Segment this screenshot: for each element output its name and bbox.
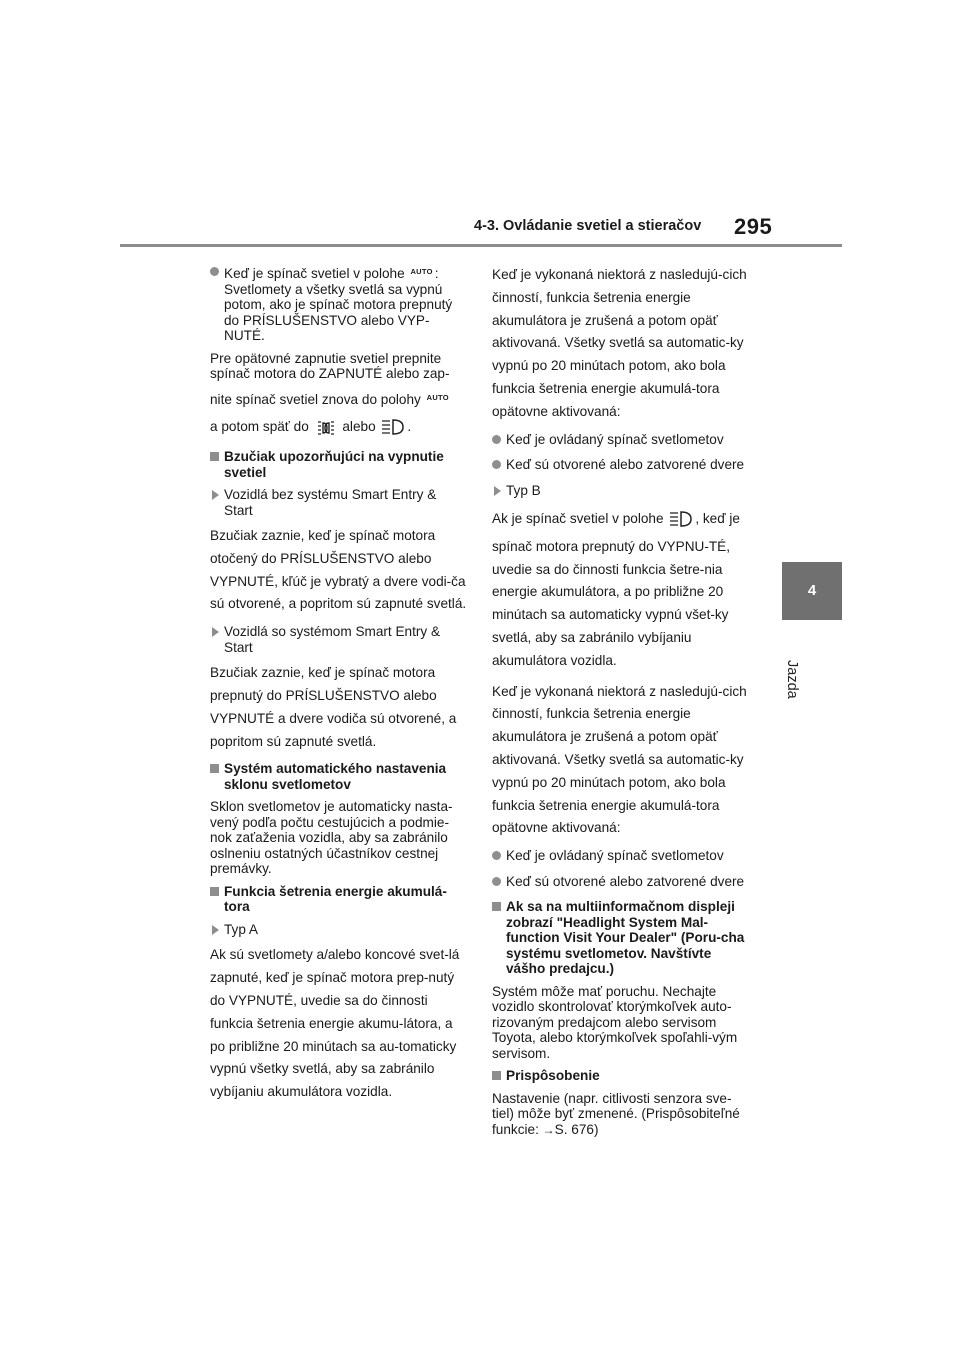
- paragraph: Keď je vykonaná niektorá z nasledujú-cich činností, funkcia šetrenia energie akumulátora je zrušená a potom opäť aktivovaná. Všetky svetlá sa automatic-ky vypnú po 20 minútach potom, ako bola funkcia šetrenia energie akumulá-tora opätovne aktivovaná:: [492, 683, 747, 836]
- paragraph: Pre opätovné zapnutie svetiel prepnite spínač motora do ZAPNUTÉ alebo zap-: [210, 350, 450, 381]
- heading-square-icon: [492, 899, 501, 915]
- triangle-marker-icon: [210, 487, 219, 504]
- heading-square-icon: [210, 449, 219, 465]
- bullet-item: Keď sú otvorené alebo zatvorené dvere: [492, 874, 750, 890]
- bullet-item: Keď je spínač svetiel v polohe AUTO : Svetlomety a všetky svetlá sa vypnú potom, ako je spínač motora prepnutý do PRÍSLUŠENSTVO alebo VYP-NUTÉ.: [210, 264, 468, 344]
- cross-reference-arrow-icon: →: [542, 1122, 555, 1137]
- sub-heading: Typ A: [210, 922, 468, 938]
- paragraph: Ak sú svetlomety a/alebo koncové svet-lá zapnuté, keď je spínač motora prep-nutý do VYPNUTÉ, uvedie sa do činnosti funkcia šetrenia energie akumu-látora, a po približne 20 minútach sa au-tomaticky vypnú všetky svetlá, aby sa zabránilo vybíjaniu akumulátora vozidla.: [210, 947, 460, 1100]
- chapter-tab: 4: [782, 562, 842, 620]
- sub-heading: Vozidlá bez systému Smart Entry & Start: [210, 487, 468, 518]
- paragraph: Bzučiak zaznie, keď je spínač motora otočený do PRÍSLUŠENSTVO alebo VYPNUTÉ, kľúč je vybratý a dvere vodi-ča sú otvorené, a popritom sú zapnuté svetlá.: [210, 528, 467, 612]
- paragraph: Bzučiak zaznie, keď je spínač motora prepnutý do PRÍSLUŠENSTVO alebo VYPNUTÉ a dvere vodiča sú otvorené, a popritom sú zapnuté svetlá.: [210, 665, 457, 749]
- section-title: 4-3. Ovládanie svetiel a stieračov: [474, 218, 702, 234]
- triangle-marker-icon: [492, 483, 501, 500]
- bullet-circle-icon: [210, 264, 219, 280]
- bullet-circle-icon: [492, 432, 501, 448]
- auto-icon: AUTO: [426, 392, 449, 402]
- headlight-icon: [669, 510, 693, 536]
- paragraph: Sklon svetlometov je automaticky nasta-vený podľa počtu cestujúcich a podmie-nok zaťaženia vozidla, aby sa zabránilo oslneniu ostatných účastníkov cestnej premávky.: [210, 799, 453, 877]
- paragraph: Keď je vykonaná niektorá z nasledujú-cich činností, funkcia šetrenia energie akumulátora je zrušená a potom opäť aktivovaná. Všetky svetlá sa automatic-ky vypnú po 20 minútach potom, ako bola funkcia šetrenia energie akumulá-tora opätovne aktivovaná:: [492, 267, 747, 419]
- sub-heading: Typ B: [492, 483, 750, 499]
- heading-square-icon: [210, 761, 219, 777]
- chapter-name: Jazda: [784, 660, 800, 699]
- heading-square-icon: [210, 884, 219, 900]
- paragraph: Nastavenie (napr. citlivosti senzora sve-tiel) môže byť zmenené. (Prispôsobiteľné funkcie: →S. 676): [492, 1090, 740, 1137]
- paragraph: Systém môže mať poruchu. Nechajte vozidlo skontrolovať ktorýmkoľvek auto-rizovaným predajcom alebo servisom Toyota, alebo ktorýmkoľvek spoľahli-vým servisom.: [492, 983, 738, 1061]
- bullet-item: Keď je ovládaný spínač svetlometov: [492, 432, 750, 448]
- right-column: [492, 264, 750, 1145]
- bullet-circle-icon: [492, 457, 501, 473]
- triangle-marker-icon: [210, 922, 219, 939]
- headlight-icon: [381, 418, 405, 440]
- section-heading: Bzučiak upozorňujúci na vypnutie svetiel: [210, 449, 468, 480]
- paragraph: Ak je spínač svetiel v polohe , keď je spínač motora prepnutý do VYPNU-TÉ, uvedie sa do činnosti funkcia šetre-nia energie akumulátora, a po približne 20 minútach sa automaticky vypnú všet-ky svetlá, aby sa zabránilo vybíjaniu akumulátora vozidla.: [492, 511, 740, 668]
- auto-icon: AUTO: [410, 267, 433, 276]
- bullet-circle-icon: [492, 874, 501, 890]
- paragraph: nite spínač svetiel znova do polohy AUTO: [210, 389, 468, 408]
- left-column: [210, 264, 468, 1108]
- section-heading: Funkcia šetrenia energie akumulá-tora: [210, 884, 468, 915]
- header-divider: [120, 244, 842, 247]
- bullet-item: Keď je ovládaný spínač svetlometov: [492, 848, 750, 864]
- triangle-marker-icon: [210, 624, 219, 641]
- section-heading: Systém automatického nastavenia sklonu svetlometov: [210, 761, 468, 792]
- parking-light-icon: [315, 420, 337, 440]
- paragraph: a potom späť do alebo .: [210, 418, 468, 440]
- bullet-item: Keď sú otvorené alebo zatvorené dvere: [492, 457, 750, 473]
- section-heading: Ak sa na multiinformačnom displeji zobrazí "Headlight System Mal-function Visit Your Dealer" (Poru-cha systému svetlometov. Navštívte vášho predajcu.): [492, 899, 750, 977]
- section-heading: Prispôsobenie: [492, 1068, 750, 1084]
- heading-square-icon: [492, 1068, 501, 1084]
- sub-heading: Vozidlá so systémom Smart Entry & Start: [210, 624, 468, 655]
- page-number: 295: [734, 214, 773, 239]
- bullet-circle-icon: [492, 848, 501, 864]
